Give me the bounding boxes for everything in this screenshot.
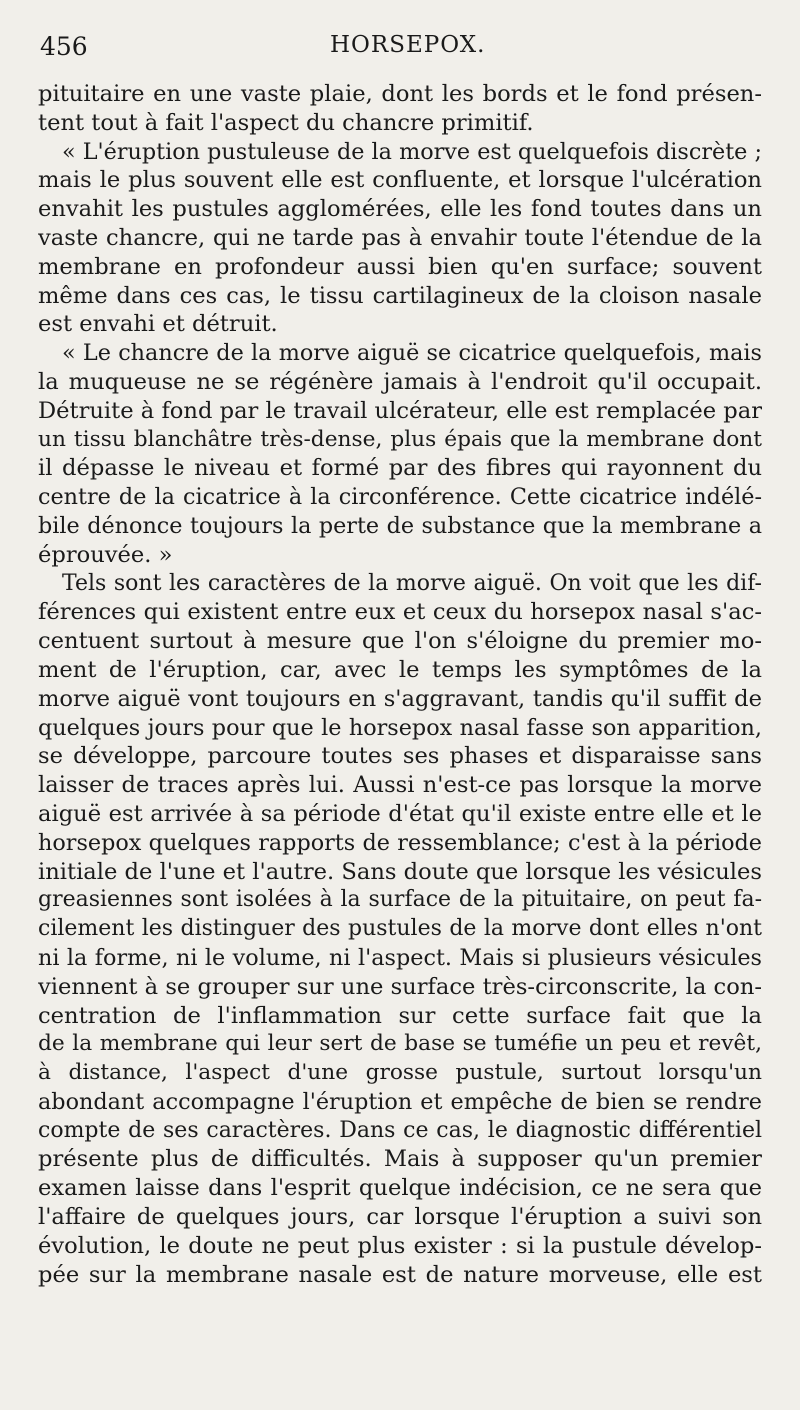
text-line: viennent à se grouper sur une surface très-circonscrite, la con- [38, 973, 762, 1000]
text-line: compte de ses caractères. Dans ce cas, le diagnostic différentiel [38, 1117, 762, 1143]
text-line: quelques jours pour que le horsepox nasal fasse son apparition, [38, 714, 762, 741]
page-header [40, 28, 760, 68]
running-title: HORSEPOX. [330, 32, 486, 58]
text-line: ni la forme, ni le volume, ni l'aspect. Mais si plusieurs vésicules [38, 944, 762, 971]
text-line: éprouvée. » [38, 541, 173, 568]
text-line: de la membrane qui leur sert de base se tuméfie un peu et revêt, [38, 1031, 762, 1057]
text-line: se développe, parcoure toutes ses phases et disparaisse sans [38, 743, 762, 770]
text-line: tent tout à fait l'aspect du chancre primitif. [38, 109, 534, 136]
body-text [38, 80, 762, 1289]
text-line: « Le chancre de la morve aiguë se cicatrice quelquefois, mais [62, 340, 762, 367]
text-line: férences qui existent entre eux et ceux du horsepox nasal s'ac- [38, 599, 762, 626]
text-line: Tels sont les caractères de la morve aiguë. On voit que les dif- [62, 570, 762, 596]
text-line: morve aiguë vont toujours en s'aggravant, tandis qu'il suffit de [38, 685, 762, 712]
text-line: examen laisse dans l'esprit quelque indécision, ce ne sera que [38, 1175, 762, 1202]
text-line: Détruite à fond par le travail ulcérateur, elle est remplacée par [38, 397, 762, 424]
text-line: est envahi et détruit. [38, 311, 278, 338]
text-line: même dans ces cas, le tissu cartilagineux de la cloison nasale [38, 282, 762, 309]
text-line: un tissu blanchâtre très-dense, plus épais que la membrane dont [38, 426, 762, 452]
text-line: bile dénonce toujours la perte de substance que la membrane a [38, 512, 762, 539]
text-line: greasiennes sont isolées à la surface de la pituitaire, on peut fa- [38, 887, 762, 913]
text-line: abondant accompagne l'éruption et empêche de bien se rendre [38, 1088, 762, 1115]
text-line: laisser de traces après lui. Aussi n'est-ce pas lorsque la morve [38, 772, 762, 799]
text-line: à distance, l'aspect d'une grosse pustule, surtout lorsqu'un [38, 1060, 762, 1086]
text-line: initiale de l'une et l'autre. Sans doute que lorsque les vésicules [38, 858, 762, 885]
text-line: cilement les distinguer des pustules de la morve dont elles n'ont [38, 916, 762, 942]
text-line: ment de l'éruption, car, avec le temps les symptômes de la [38, 656, 762, 683]
text-line: horsepox quelques rapports de ressemblance; c'est à la période [38, 829, 762, 856]
text-line: l'affaire de quelques jours, car lorsque l'éruption a suivi son [38, 1204, 762, 1231]
text-line: « L'éruption pustuleuse de la morve est quelquefois discrète ; [62, 138, 762, 165]
text-line: centre de la cicatrice à la circonférence. Cette cicatrice indélé- [38, 484, 762, 511]
text-line: membrane en profondeur aussi bien qu'en surface; souvent [38, 253, 762, 280]
text-line: la muqueuse ne se régénère jamais à l'endroit qu'il occupait. [38, 368, 762, 395]
text-line: présente plus de difficultés. Mais à supposer qu'un premier [38, 1146, 762, 1173]
text-line: pée sur la membrane nasale est de nature morveuse, elle est [38, 1261, 762, 1288]
text-line: aiguë est arrivée à sa période d'état qu'il existe entre elle et le [38, 800, 762, 827]
text-line: centration de l'inflammation sur cette surface fait que la [38, 1002, 762, 1029]
text-line: envahit les pustules agglomérées, elle les fond toutes dans un [38, 196, 762, 223]
text-line: mais le plus souvent elle est confluente, et lorsque l'ulcération [38, 167, 762, 194]
text-line: vaste chancre, qui ne tarde pas à envahir toute l'étendue de la [38, 224, 762, 251]
text-line: pituitaire en une vaste plaie, dont les bords et le fond présen- [38, 81, 762, 107]
text-line: il dépasse le niveau et formé par des fibres qui rayonnent du [38, 455, 762, 482]
text-line: centuent surtout à mesure que l'on s'éloigne du premier mo- [38, 628, 762, 655]
page-number: 456 [40, 32, 88, 61]
text-line: évolution, le doute ne peut plus exister : si la pustule dévelop- [38, 1232, 762, 1259]
